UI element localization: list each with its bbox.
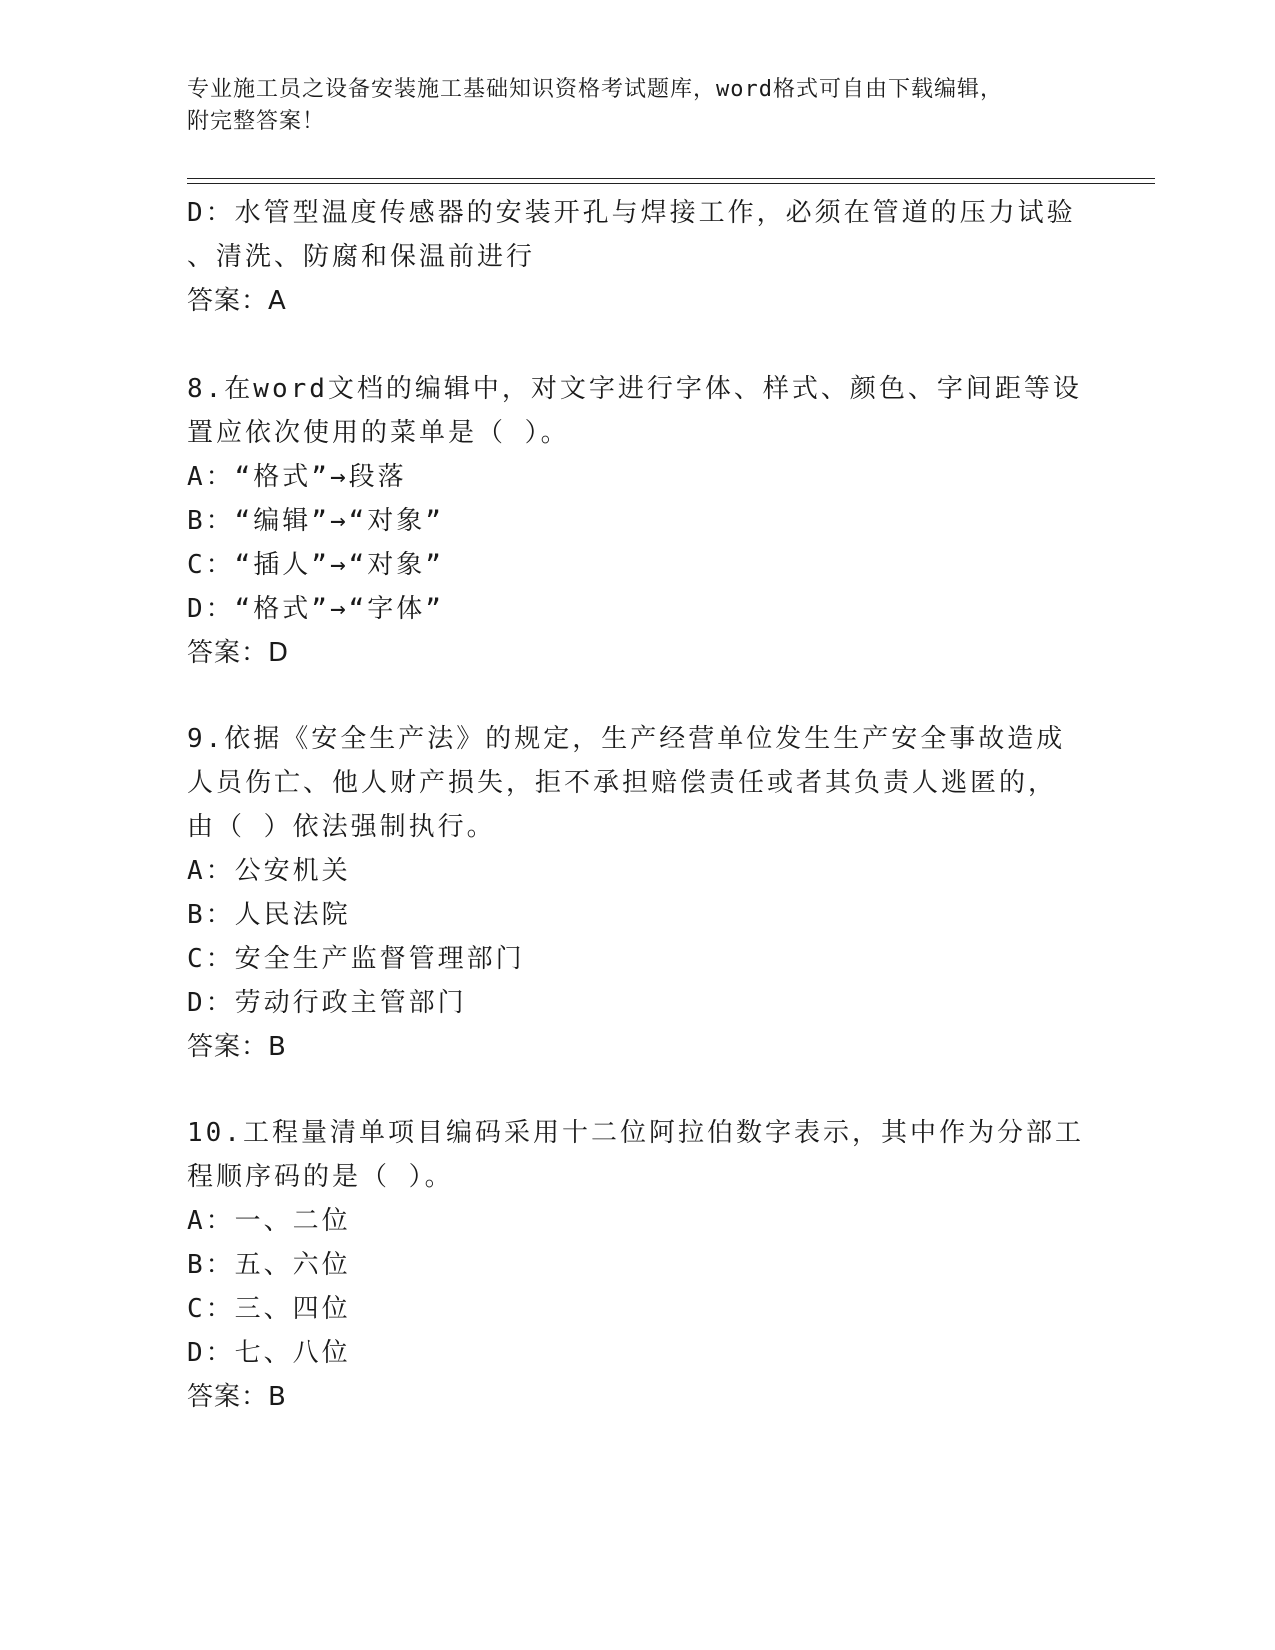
question-9-answer: 答案：B xyxy=(187,1032,287,1062)
question-10-option-a: A：一、二位 xyxy=(187,1206,351,1236)
question-9-option-b: B：人民法院 xyxy=(187,900,351,930)
question-10-stem-line-1: 10.工程量清单项目编码采用十二位阿拉伯数字表示，其中作为分部工 xyxy=(187,1118,1084,1148)
header-divider-bottom xyxy=(187,183,1155,184)
question-7-answer: 答案：A xyxy=(187,286,287,316)
header-title-line-2: 附完整答案！ xyxy=(187,109,326,134)
header-title-line-1: 专业施工员之设备安装施工基础知识资格考试题库，word格式可自由下载编辑， xyxy=(187,77,1003,102)
question-9-option-d: D：劳动行政主管部门 xyxy=(187,988,467,1018)
question-9-stem-line-3: 由（ ）依法强制执行。 xyxy=(187,812,496,842)
question-10-stem-line-2: 程顺序码的是（ ）。 xyxy=(187,1162,454,1192)
question-10-answer: 答案：B xyxy=(187,1382,287,1412)
question-8-stem-line-1: 8.在word文档的编辑中，对文字进行字体、样式、颜色、字间距等设 xyxy=(187,374,1082,404)
question-7-option-d-line-2: 、清洗、防腐和保温前进行 xyxy=(187,242,536,272)
question-9-option-a: A：公安机关 xyxy=(187,856,351,886)
question-8-answer: 答案：D xyxy=(187,638,290,668)
question-7-option-d-line-1: D：水管型温度传感器的安装开孔与焊接工作，必须在管道的压力试验 xyxy=(187,198,1076,228)
question-10-option-c: C：三、四位 xyxy=(187,1294,351,1324)
header-divider-top xyxy=(187,178,1155,179)
question-9-option-c: C：安全生产监督管理部门 xyxy=(187,944,525,974)
question-8-option-b: B：“编辑”→“对象” xyxy=(187,506,444,536)
question-10-option-d: D：七、八位 xyxy=(187,1338,351,1368)
question-8-stem-line-2: 置应依次使用的菜单是（ ）。 xyxy=(187,418,570,448)
question-9-stem-line-1: 9.依据《安全生产法》的规定，生产经营单位发生生产安全事故造成 xyxy=(187,724,1066,754)
question-8-option-d: D：“格式”→“字体” xyxy=(187,594,444,624)
question-9-stem-line-2: 人员伤亡、他人财产损失，拒不承担赔偿责任或者其负责人逃匿的， xyxy=(187,768,1058,798)
question-8-option-a: A：“格式”→段落 xyxy=(187,462,407,492)
question-10-option-b: B：五、六位 xyxy=(187,1250,351,1280)
question-8-option-c: C：“插人”→“对象” xyxy=(187,550,444,580)
page-header xyxy=(187,74,1087,138)
